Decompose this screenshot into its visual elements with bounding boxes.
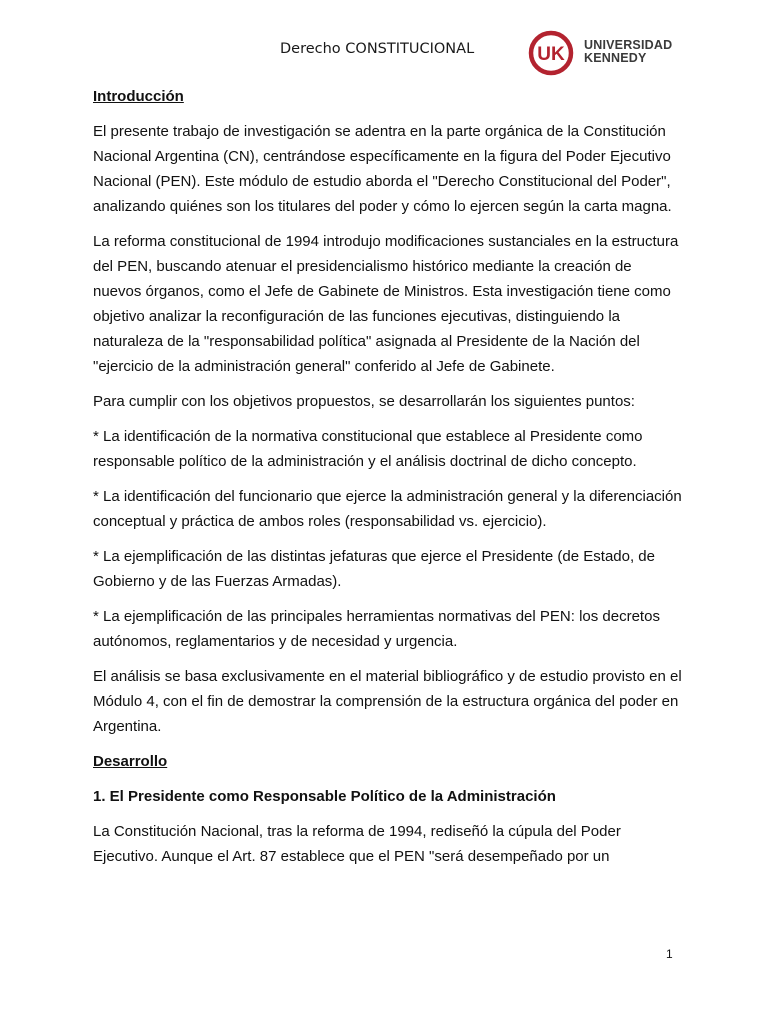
university-logo	[528, 30, 688, 76]
bullet-item: * La ejemplificación de las distintas jefaturas que ejerce el Presidente (de Estado, de Gobierno y de las Fuerzas Armadas).	[93, 548, 655, 590]
logo-line-1: UNIVERSIDAD	[584, 38, 673, 52]
header-title: Derecho CONSTITUCIONAL	[280, 41, 475, 57]
paragraph-1: El presente trabajo de investigación se adentra en la parte orgánica de la Constitución Nacional Argentina (CN), centrándose específicamente en la figura del Poder Ejecutivo Nacional (PEN). Este módulo de estudio aborda el "Derecho Constitucional del Poder", analizando quiénes son los titulares del poder y cómo lo ejercen según la carta magna.	[93, 123, 672, 215]
page-number: 1	[666, 947, 673, 961]
paragraph-2: La reforma constitucional de 1994 introdujo modificaciones sustanciales en la estructura del PEN, buscando atenuar el presidencialismo histórico mediante la creación de nuevos órganos, como el Jefe de Gabinete de Ministros. Esta investigación tiene como objetivo analizar la reconfiguración de las funciones ejecutivas, distinguiendo la naturaleza de la "responsabilidad política" asignada al Presidente de la Nación del "ejercicio de la administración general" conferido al Jefe de Gabinete.	[93, 233, 679, 375]
bullet-item: * La identificación de la normativa constitucional que establece al Presidente como responsable político de la administración y el análisis doctrinal de dicho concepto.	[93, 428, 643, 470]
bullet-item: * La ejemplificación de las principales herramientas normativas del PEN: los decretos autónomos, reglamentarios y de necesidad y urgencia.	[93, 608, 660, 650]
section-1-heading: 1. El Presidente como Responsable Político de la Administración	[93, 788, 556, 805]
paragraph-4: El análisis se basa exclusivamente en el material bibliográfico y de estudio provisto en el Módulo 4, con el fin de demostrar la comprensión de la estructura orgánica del poder en Argentina.	[93, 668, 682, 735]
bullet-item: * La identificación del funcionario que ejerce la administración general y la diferenciación conceptual y práctica de ambos roles (responsabilidad vs. ejercicio).	[93, 488, 682, 530]
document-body	[93, 84, 683, 879]
uk-logo-icon	[528, 30, 576, 76]
logo-text	[584, 39, 672, 65]
logo-mark: UK	[537, 44, 565, 65]
intro-heading: Introducción	[93, 88, 184, 105]
development-heading: Desarrollo	[93, 753, 168, 770]
paragraph-3: Para cumplir con los objetivos propuestos, se desarrollarán los siguientes puntos:	[93, 393, 635, 410]
logo-line-2: KENNEDY	[584, 51, 647, 65]
paragraph-5: La Constitución Nacional, tras la reforma de 1994, rediseñó la cúpula del Poder Ejecutivo. Aunque el Art. 87 establece que el PEN "será desempeñado por un	[93, 823, 621, 865]
